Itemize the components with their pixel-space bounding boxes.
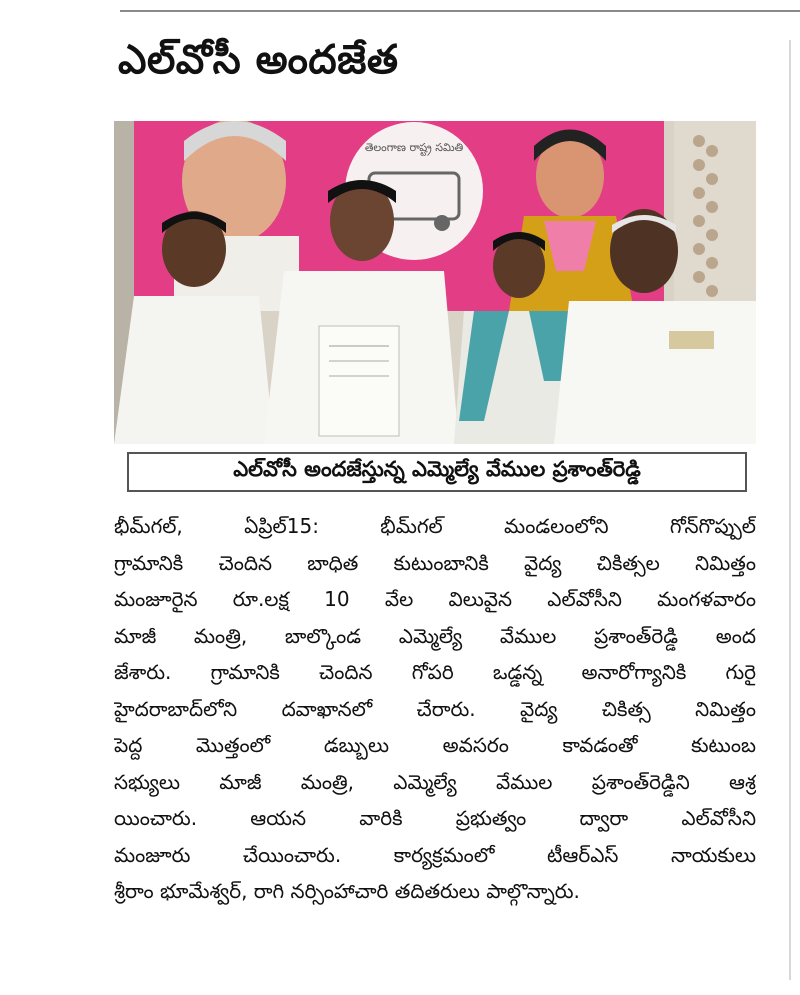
top-rule bbox=[120, 10, 800, 12]
article-line: భీమ్‌గల్‌, ఏప్రిల్‌15: భీమ్‌గల్‌ మండలంలోని గోన్‌గొప్పుల్‌ bbox=[114, 514, 756, 538]
article-line: మాజీ మంత్రి, బాల్కొండ ఎమ్మెల్యే వేముల ప్రశాంత్‌రెడ్డి అంద bbox=[114, 623, 756, 648]
article-line: శ్రీరాం భూమేశ్వర్‌, రాగి నర్సింహాచారి తదితరులు పాల్గొన్నారు. bbox=[114, 879, 580, 903]
photo-caption: ఎల్‌వోసీ అందజేస్తున్న ఎమ్మెల్యే వేముల ప్రశాంత్‌రెడ్డి bbox=[127, 452, 747, 492]
article-line: మంజూరైన రూ.లక్ష 10 వేల విలువైన ఎల్‌వోసీని మంగళవారం bbox=[114, 587, 756, 611]
headline: ఎల్‌వోసీ అందజేత bbox=[118, 37, 399, 83]
article-line: హైదరాబాద్‌లోని దవాఖానలో చేరారు. వైద్య చికిత్స నిమిత్తం bbox=[114, 696, 756, 721]
news-photo bbox=[114, 121, 756, 444]
article-line: సభ్యులు మాజీ మంత్రి, ఎమ్మెల్యే వేముల ప్రశాంత్‌రెడ్డిని ఆశ్ర bbox=[114, 769, 756, 794]
article-line: జేశారు. గ్రామానికి చెందిన గోపరి ఒడ్డన్న అనారోగ్యానికి గురై bbox=[114, 660, 756, 684]
article-line: గ్రామానికి చెందిన బాధిత కుటుంబానికి వైద్య చికిత్సల నిమిత్తం bbox=[114, 550, 756, 575]
document-sheet bbox=[319, 326, 399, 436]
column-rule bbox=[789, 40, 791, 980]
article-line: మంజూరు చేయించారు. కార్యక్రమంలో టీఆర్‌ఎస్‌ నాయకులు bbox=[114, 842, 756, 867]
article-line: యించారు. ఆయన వారికి ప్రభుత్వం ద్వారా ఎల్‌వోసీని bbox=[114, 806, 756, 830]
emblem-text: తెలంగాణ రాష్ట్ర సమితి bbox=[364, 141, 464, 154]
article-line: పెద్ద మొత్తంలో డబ్బులు అవసరం కావడంతో కుటుంబ bbox=[114, 733, 756, 757]
article-body bbox=[114, 508, 756, 910]
